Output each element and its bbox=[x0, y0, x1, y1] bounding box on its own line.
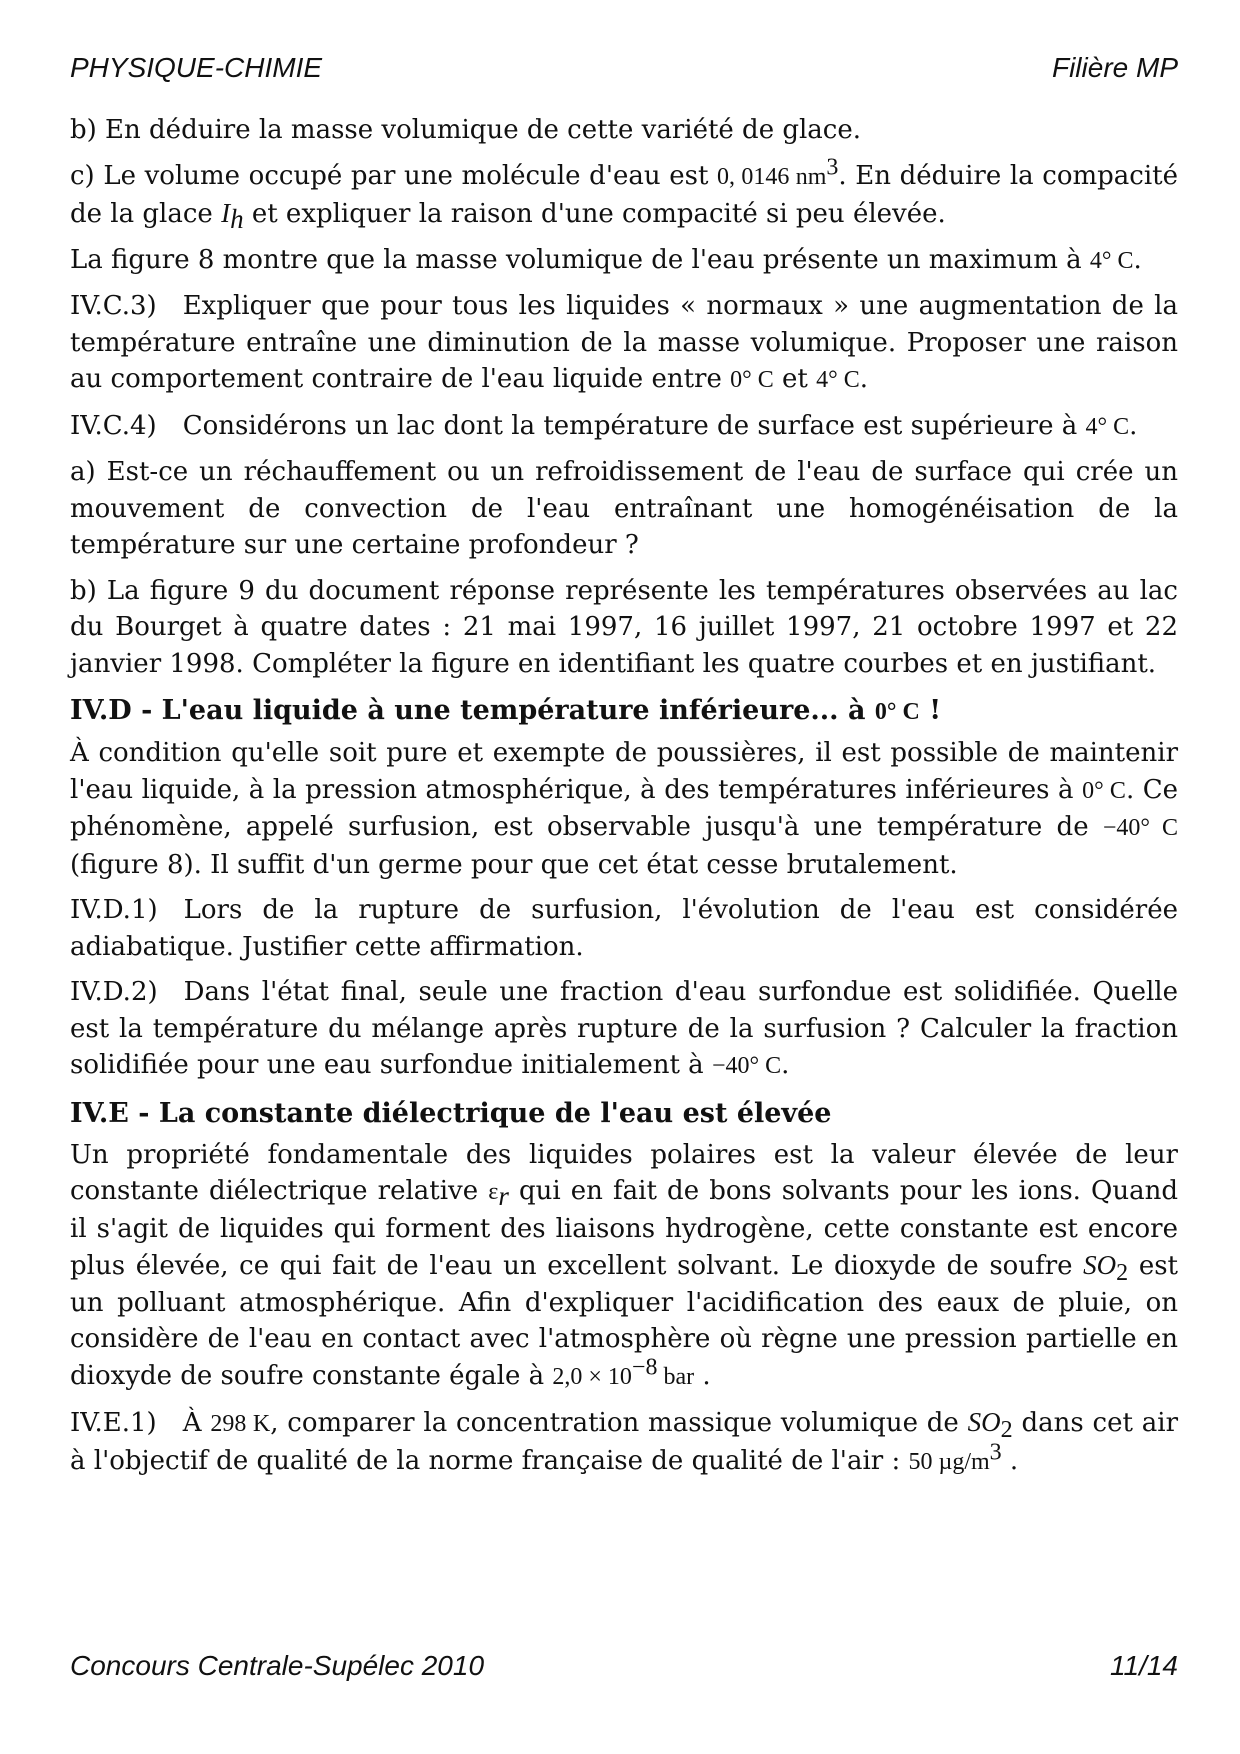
question-b-density: b) En déduire la masse volumique de cette variété de glace. bbox=[70, 115, 862, 145]
header-subject: PHYSIQUE-CHIMIE bbox=[70, 52, 323, 83]
section-IV-D-title: IV.D - L'eau liquide à une température inférieure... à 0° C ! bbox=[70, 695, 942, 726]
section-IV-E-intro: Un propriété fondamentale des liquides polaires est la valeur élevée de leur constante diélectrique relative $\varepsilon_r$ qui en fait de bons solvants pour les ions. Quand il s'agit de liquides qui forment des liaisons hydrogène, cette constante est encore plus élevée, ce qui fait de l'eau un excellent solvant. Le dioxyde de soufre $SO_2$ est un polluant atmosphérique. Afin d'expliquer l'acidification des eaux de pluie, on considère de l'eau en contact avec l'atmosphère où règne une pression partielle en dioxyde de soufre constante égale à $2,0 \times 10^{-8}$ bar . bbox=[70, 1139, 1179, 1391]
question-IV-D-1: IV.D.1) Lors de la rupture de surfusion, l'évolution de l'eau est considérée adiabatique. Justifier cette affirmation. bbox=[70, 895, 1178, 962]
question-IV-E-1: IV.E.1) À 298 K, comparer la concentration massique volumique de $SO_2$ dans cet air à l'objectif de qualité de la norme française de qualité de l'air : 50 $\mu g/m^3$ . bbox=[70, 1407, 1179, 1476]
header-track: Filière MP bbox=[1051, 52, 1178, 83]
question-label: IV.C.4) bbox=[70, 410, 157, 441]
question-IV-D-2: IV.D.2) Dans l'état final, seule une fraction d'eau surfondue est solidifiée. Quelle est la température du mélange après rupture de la surfusion ? Calculer la fraction solidifiée pour une eau surfondue initialement à −40° C. bbox=[70, 977, 1178, 1080]
question-IV-C-4-a: a) Est-ce un réchauffement ou un refroidissement de l'eau de surface qui crée un mouvement de convection de l'eau entraînant une homogénéisation de la température sur une certaine profondeur ? bbox=[70, 457, 1178, 560]
question-IV-C-4-b: b) La figure 9 du document réponse représente les températures observées au lac du Bourget à quatre dates : 21 mai 1997, 16 juillet 1997, 21 octobre 1997 et 22 janvier 1998. Compléter la figure en identifiant les quatre courbes et en justifiant. bbox=[70, 575, 1178, 679]
question-label: IV.D.1) bbox=[70, 895, 158, 925]
question-IV-C-3: IV.C.3) Expliquer que pour tous les liquides « normaux » une augmentation de la température entraîne une diminution de la masse volumique. Proposer une raison au comportement contraire de l'eau liquide entre 0° C et 4° C. bbox=[70, 291, 1178, 394]
question-label: IV.E.1) bbox=[70, 1408, 157, 1438]
section-IV-E-title: IV.E - La constante diélectrique de l'eau est élevée bbox=[70, 1097, 832, 1129]
page-header bbox=[70, 52, 1178, 84]
question-c-compactness: c) Le volume occupé par une molécule d'eau est 0, 0146 $nm^3$. En déduire la compacité de la glace $I_h$ et expliquer la raison d'une compacité si peu élevée. bbox=[70, 153, 1178, 235]
footer-contest: Concours Centrale-Supélec 2010 bbox=[70, 1650, 485, 1681]
page-body bbox=[70, 112, 1178, 1489]
page-footer bbox=[70, 1650, 1178, 1682]
question-label: IV.D.2) bbox=[70, 977, 158, 1007]
page-number: 11/14 bbox=[1110, 1650, 1178, 1681]
question-label: IV.C.3) bbox=[70, 291, 157, 321]
section-IV-D-intro: À condition qu'elle soit pure et exempte de poussières, il est possible de maintenir l'eau liquide, à la pression atmosphérique, à des températures inférieures à 0° C. Ce phénomène, appelé surfusion, est observable jusqu'à une température de −40° C (figure 8). Il suffit d'un germe pour que cet état cesse brutalement. bbox=[70, 738, 1179, 880]
figure8-statement: La figure 8 montre que la masse volumique de l'eau présente un maximum à 4° C. bbox=[70, 244, 1142, 275]
question-IV-C-4: IV.C.4) Considérons un lac dont la température de surface est supérieure à 4° C. bbox=[70, 410, 1138, 441]
